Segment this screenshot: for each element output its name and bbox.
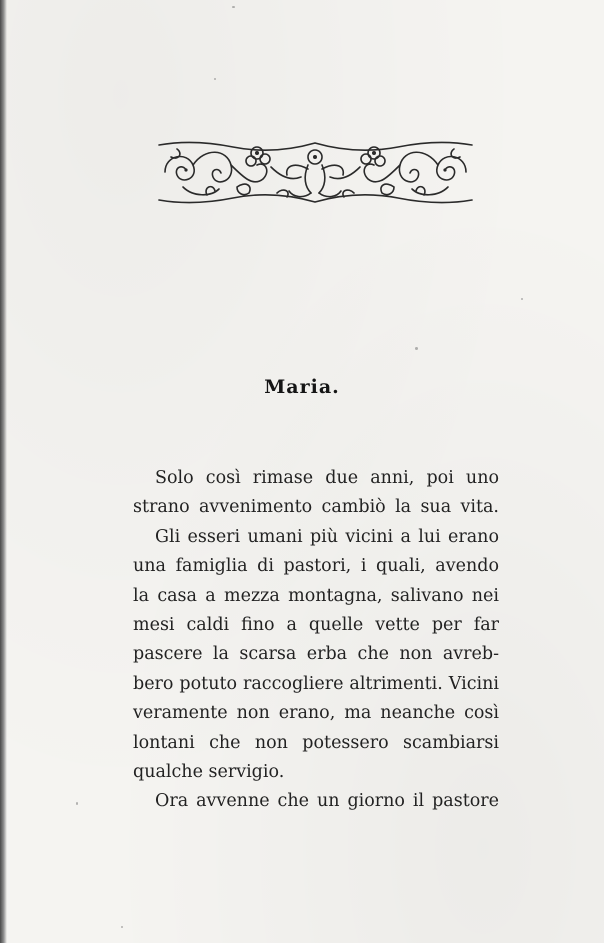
paper-speck xyxy=(214,78,216,80)
paper-speck xyxy=(76,802,78,805)
text-line: veramente non erano, ma neanche così xyxy=(133,703,499,724)
text-line: lontani che non potessero scambiarsi xyxy=(133,732,499,753)
text-line: pascere la scarsa erba che non avreb- xyxy=(133,644,499,665)
floral-scroll-ornament-icon xyxy=(153,137,478,208)
chapter-body xyxy=(133,464,499,817)
text-line: Solo così rimase due anni, poi uno xyxy=(155,468,499,488)
text-line: qualche servigio. xyxy=(133,762,285,783)
text-line: mesi caldi fino a quelle vette per far xyxy=(133,615,499,636)
text-line: bero potuto raccogliere altrimenti. Vicini xyxy=(133,673,499,694)
text-line: una famiglia di pastori, i quali, avendo xyxy=(133,556,499,577)
chapter-title: Maria. xyxy=(264,376,340,398)
text-line: Gli esseri umani più vicini a lui erano xyxy=(155,526,499,547)
paper-speck xyxy=(521,298,523,300)
text-line: strano avvenimento cambiò la sua vita. xyxy=(133,497,499,518)
paper-speck xyxy=(121,926,123,928)
text-line: la casa a mezza montagna, salivano nei xyxy=(133,585,499,606)
paper-speck xyxy=(232,6,235,8)
page-binding-edge xyxy=(0,0,7,943)
text-line: Ora avvenne che un giorno il pastore xyxy=(155,791,499,812)
paper-speck xyxy=(415,347,418,350)
